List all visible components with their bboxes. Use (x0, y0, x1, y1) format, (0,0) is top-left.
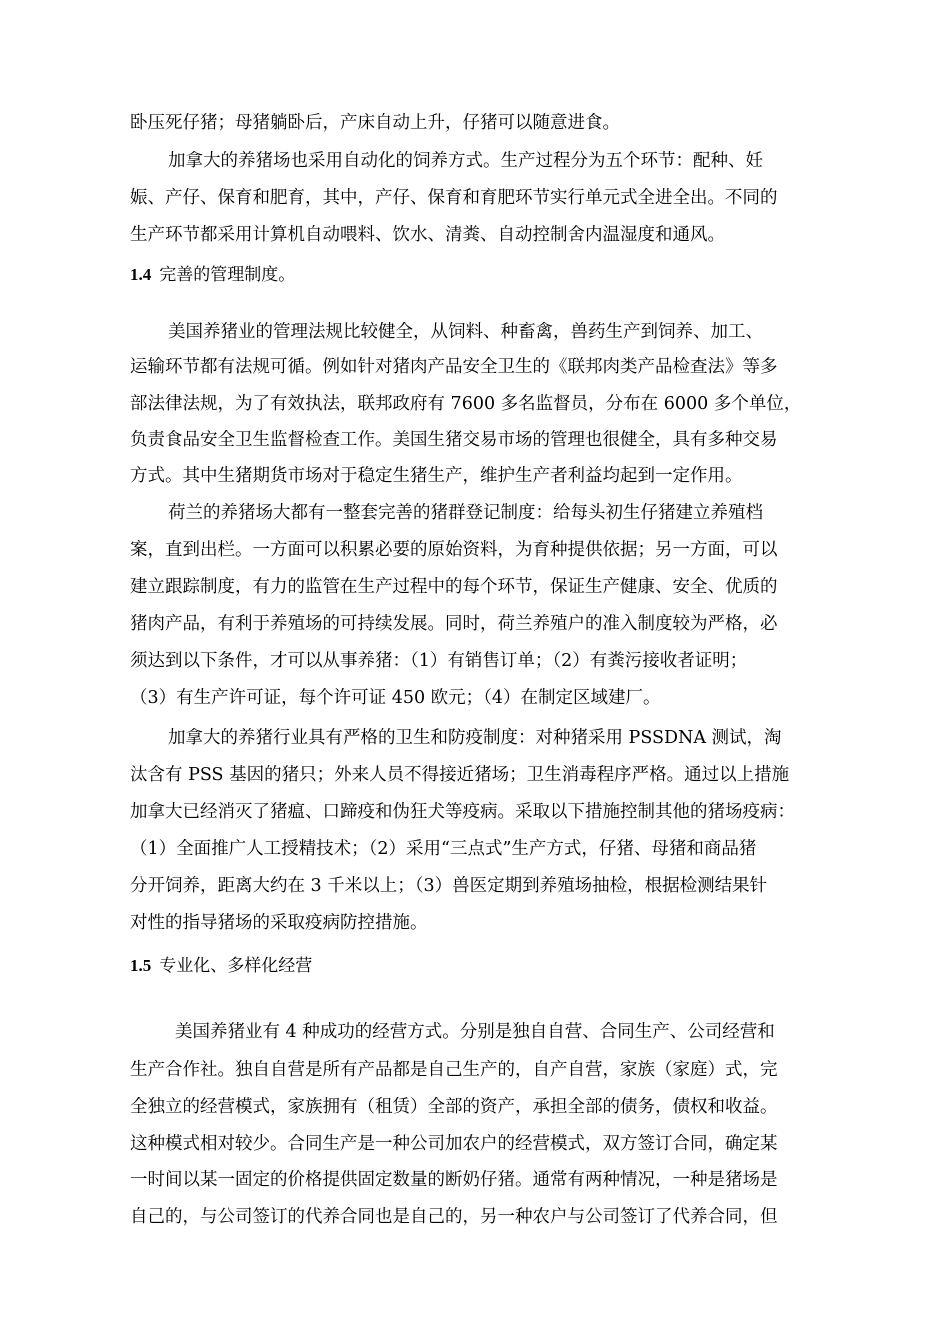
body-line: 娠、产仔、保育和肥育，其中，产仔、保育和育肥环节实行单元式全进全出。不同的 (130, 188, 778, 208)
body-line: 全独立的经营模式，家族拥有（租赁）全部的资产，承担全部的债务，债权和收益。 (130, 1097, 778, 1117)
body-line: 生产环节都采用计算机自动喂料、饮水、清粪、自动控制舍内温湿度和通风。 (130, 225, 725, 245)
body-line: 一时间以某一固定的价格提供固定数量的断奶仔猪。通常有两种情况，一种是猪场是 (130, 1170, 778, 1190)
body-line: 分开饲养，距离大约在 3 千米以上；（3）兽医定期到养殖场抽检，根据检测结果针 (130, 876, 768, 896)
section-number: 1.5 (130, 956, 152, 975)
section-title: 专业化、多样化经营 (159, 956, 313, 976)
body-line: 对性的指导猪场的采取疫病防控措施。 (130, 913, 428, 933)
body-line: 案，直到出栏。一方面可以积累必要的原始资料，为育种提供依据；另一方面，可以 (130, 540, 778, 560)
body-line: 自己的，与公司签订的代养合同也是自己的，另一种农户与公司签订了代养合同，但 (130, 1207, 778, 1227)
body-line: 部法律法规，为了有效执法，联邦政府有 7600 多名监督员，分布在 6000 多个单位， (130, 394, 802, 414)
body-line: 须达到以下条件，才可以从事养猪：（1）有销售订单；（2）有粪污接收者证明； (130, 651, 748, 671)
body-line: （1）全面推广人工授精技术；（2）采用“三点式”生产方式，仔猪、母猪和商品猪 (130, 839, 757, 859)
body-line: 荷兰的养猪场大都有一整套完善的猪群登记制度：给每头初生仔猪建立养殖档 (168, 503, 763, 523)
body-line: 加拿大的养猪行业具有严格的卫生和防疫制度：对种猪采用 PSSDNA 测试，淘 (168, 728, 782, 748)
body-line: 美国养猪业有 4 种成功的经营方式。分别是独自自营、合同生产、公司经营和 (175, 1022, 775, 1042)
section-number: 1.4 (130, 265, 152, 284)
body-line: 生产合作社。独自自营是所有产品都是自己生产的，自产自营，家族（家庭）式，完 (130, 1060, 778, 1080)
body-line: 这种模式相对较少。合同生产是一种公司加农户的经营模式，双方签订合同，确定某 (130, 1134, 778, 1154)
body-line: 猪肉产品，有利于养殖场的可持续发展。同时，荷兰养殖户的准入制度较为严格，必 (130, 614, 778, 634)
body-line: （3）有生产许可证，每个许可证 450 欧元；（4）在制定区域建厂。 (130, 688, 661, 708)
body-line: 美国养猪业的管理法规比较健全，从饲料、种畜禽，兽药生产到饲养、加工、 (168, 322, 763, 342)
body-line: 方式。其中生猪期货市场对于稳定生猪生产，维护生产者利益均起到一定作用。 (130, 466, 743, 486)
section-title: 完善的管理制度。 (159, 265, 296, 285)
body-line: 负责食品安全卫生监督检查工作。美国生猪交易市场的管理也很健全，具有多种交易 (130, 430, 778, 450)
body-line: 卧压死仔猪；母猪躺卧后，产床自动上升，仔猪可以随意进食。 (130, 113, 620, 133)
section-heading-1-5 (130, 955, 312, 977)
body-line: 汰含有 PSS 基因的猪只；外来人员不得接近猪场；卫生消毒程序严格。通过以上措施 (130, 765, 790, 785)
body-line: 建立跟踪制度，有力的监管在生产过程中的每个环节，保证生产健康、安全、优质的 (130, 577, 778, 597)
body-line: 加拿大的养猪场也采用自动化的饲养方式。生产过程分为五个环节：配种、妊 (168, 151, 763, 171)
body-line: 加拿大已经消灭了猪瘟、口蹄疫和伪狂犬等疫病。采取以下措施控制其他的猪场疫病： (130, 802, 795, 822)
body-line: 运输环节都有法规可循。例如针对猪肉产品安全卫生的《联邦肉类产品检查法》等多 (130, 357, 778, 377)
section-heading-1-4 (130, 264, 295, 286)
